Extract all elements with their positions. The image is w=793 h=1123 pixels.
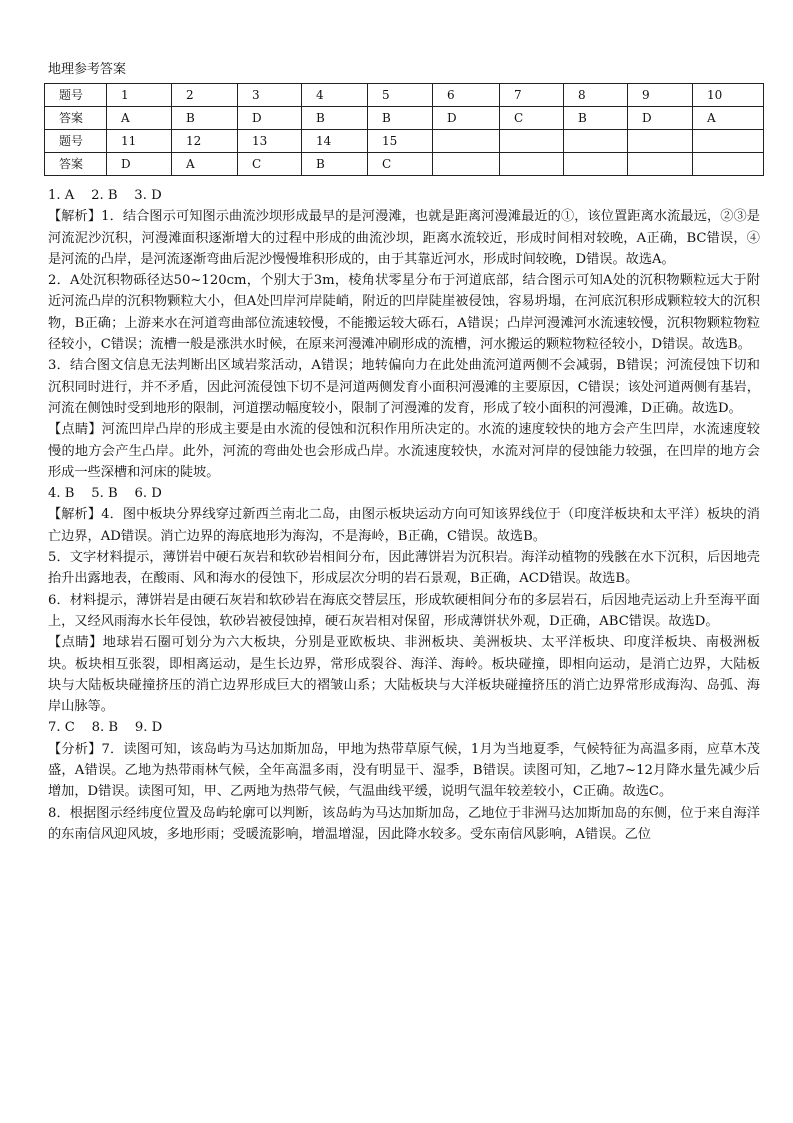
table-cell: B	[564, 107, 628, 130]
table-cell: A	[107, 107, 172, 130]
analysis-q7: 【分析】7．读图可知，该岛屿为马达加斯加岛，甲地为热带草原气候，1月为当地夏季，气候特征为高温多雨，应草木茂盛，A错误。乙地为热带雨林气候，全年高温多雨，没有明显干、湿季，B错误。读图可知，乙地7~12月降水量先减少后增加，D错误。读图可知，甲、乙两地为热带气候，气温曲线平缓，说明气温年较差较小，C正确。故选C。	[48, 741, 760, 800]
table-cell: D	[433, 107, 500, 130]
table-cell: B	[302, 153, 368, 176]
row-label: 答案	[45, 153, 107, 176]
table-cell: 15	[368, 130, 433, 153]
analysis-q2: 2．A处沉积物砾径达50~120cm，个别大于3m，棱角状零星分布于河道底部，结合图示可知A处的沉积物颗粒远大于附近河流凸岸的沉积物颗粒大小，但A处凹岸河岸陡峭，附近的凹岸陡崖被侵蚀，容易坍塌，在河底沉积形成颗粒较大的沉积物，B正确；上游来水在河道弯曲部位流速较慢，不能搬运较大砾石，A错误；凸岸河漫滩河水流速较慢，沉积物颗粒物粒径较小，C错误；流槽一般是涨洪水时候，在原来河漫滩冲刷形成的流槽，河水搬运的颗粒物粒径较小，D错误。故选B。	[48, 273, 760, 353]
analysis-q1: 【解析】1．结合图示可知图示曲流沙坝形成最早的是河漫滩，也就是距离河漫滩最近的①，该位置距离水流最远，②③是河流泥沙沉积，河漫滩面积逐渐增大的过程中形成的曲流沙坝，距离水流较近，形成时间相对较晚，A正确，BC错误，④是河流的凸岸，是河流逐渐弯曲后泥沙慢慢堆积形成的，由于其靠近河水，形成时间较晚，D错误。故选A。	[48, 209, 760, 267]
table-cell	[433, 153, 500, 176]
table-cell: A	[172, 153, 238, 176]
table-cell: A	[693, 107, 764, 130]
table-cell: 10	[693, 84, 764, 107]
analysis-q4: 【解析】4．图中板块分界线穿过新西兰南北二岛，由图示板块运动方向可知该界线位于（印度洋板块和太平洋）板块的消亡边界，AD错误。消亡边界的海底地形为海沟，不是海岭，B正确，C错误。故选B。	[48, 507, 760, 544]
table-cell	[628, 153, 693, 176]
row-label: 题号	[45, 84, 107, 107]
table-cell	[500, 153, 564, 176]
answers-line-4-6: 4. B 5. B 6. D	[48, 486, 162, 502]
table-cell: B	[368, 107, 433, 130]
row-label: 答案	[45, 107, 107, 130]
table-cell	[693, 153, 764, 176]
table-cell: D	[107, 153, 172, 176]
answers-line-7-9: 7. C 8. B 9. D	[48, 720, 163, 736]
table-cell: 7	[500, 84, 564, 107]
row-label: 题号	[45, 130, 107, 153]
table-cell	[433, 130, 500, 153]
table-cell: D	[238, 107, 302, 130]
answer-table	[44, 83, 764, 176]
table-cell: 2	[172, 84, 238, 107]
table-cell: 8	[564, 84, 628, 107]
table-cell: 11	[107, 130, 172, 153]
analysis-q6: 6．材料提示，薄饼岩是由硬石灰岩和软砂岩在海底交替层压，形成软硬相间分布的多层岩石，后因地壳运动上升至海平面上，又经风雨海水长年侵蚀，软砂岩被侵蚀掉，硬石灰岩相对保留，形成薄饼状外观，D正确，ABC错误。故选D。	[48, 592, 760, 629]
table-cell: 3	[238, 84, 302, 107]
table-row	[45, 107, 764, 130]
analysis-q8: 8．根据图示经纬度位置及岛屿轮廓可以判断，该岛屿为马达加斯加岛，乙地位于非洲马达加斯加岛的东侧，位于来自海洋的东南信风迎风坡，多地形雨；受暖流影响，增温增湿，因此降水较多。受东南信风影响，A错误。乙位	[48, 805, 760, 842]
explanation-text	[48, 185, 760, 845]
table-cell: 6	[433, 84, 500, 107]
table-cell	[500, 130, 564, 153]
tip-block-2: 【点睛】地球岩石圈可划分为六大板块，分别是亚欧板块、非洲板块、美洲板块、太平洋板块、印度洋板块、南极洲板块。板块相互张裂，即相离运动，是生长边界，常形成裂谷、海洋、海岭。板块碰撞，即相向运动，是消亡边界，大陆板块与大陆板块碰撞挤压的消亡边界形成巨大的褶皱山系；大陆板块与大洋板块碰撞挤压的消亡边界常形成海沟、岛弧、海岸山脉等。	[48, 635, 760, 715]
analysis-q3: 3．结合图文信息无法判断出区域岩浆活动，A错误；地转偏向力在此处曲流河道两侧不会减弱，B错误；河流侵蚀下切和沉积同时进行，并不矛盾，因此河流侵蚀下切不是河道两侧发育小面积河漫滩的主要原因，C错误；该处河道两侧有基岩，河流在侧蚀时受到地形的限制，河道摆动幅度较小，限制了河漫滩的发育，形成了较小面积的河漫滩，D正确。故选D。	[48, 358, 760, 416]
table-cell	[628, 130, 693, 153]
table-cell: C	[500, 107, 564, 130]
table-cell	[693, 130, 764, 153]
table-cell: 5	[368, 84, 433, 107]
table-cell: 1	[107, 84, 172, 107]
table-cell: 9	[628, 84, 693, 107]
table-cell: B	[172, 107, 238, 130]
answer-table-body	[45, 84, 764, 176]
table-cell: C	[368, 153, 433, 176]
table-row	[45, 84, 764, 107]
table-cell: C	[238, 153, 302, 176]
table-cell	[564, 153, 628, 176]
table-cell: 13	[238, 130, 302, 153]
table-cell: B	[302, 107, 368, 130]
table-cell	[564, 130, 628, 153]
table-cell: 12	[172, 130, 238, 153]
table-cell: 4	[302, 84, 368, 107]
tip-block-1: 【点睛】河流凹岸凸岸的形成主要是由水流的侵蚀和沉积作用所决定的。水流的速度较快的地方会产生凹岸，水流速度较慢的地方会产生凸岸。此外，河流的弯曲处也会形成凸岸。水流速度较快，水流对河岸的侵蚀能力较强，在凹岸的地方会形成一些深槽和河床的陡坡。	[48, 422, 760, 480]
table-cell: 14	[302, 130, 368, 153]
answers-line-1-3: 1. A 2. B 3. D	[48, 188, 162, 203]
table-row	[45, 153, 764, 176]
table-cell: D	[628, 107, 693, 130]
table-row	[45, 130, 764, 153]
analysis-q5: 5．文字材料提示，薄饼岩中硬石灰岩和软砂岩相间分布，因此薄饼岩为沉积岩。海洋动植物的残骸在水下沉积，后因地壳抬升出露地表，在酸雨、风和海水的侵蚀下，形成层次分明的岩石景观，B正确，ACD错误。故选B。	[48, 550, 760, 587]
page-title: 地理参考答案	[48, 62, 127, 77]
